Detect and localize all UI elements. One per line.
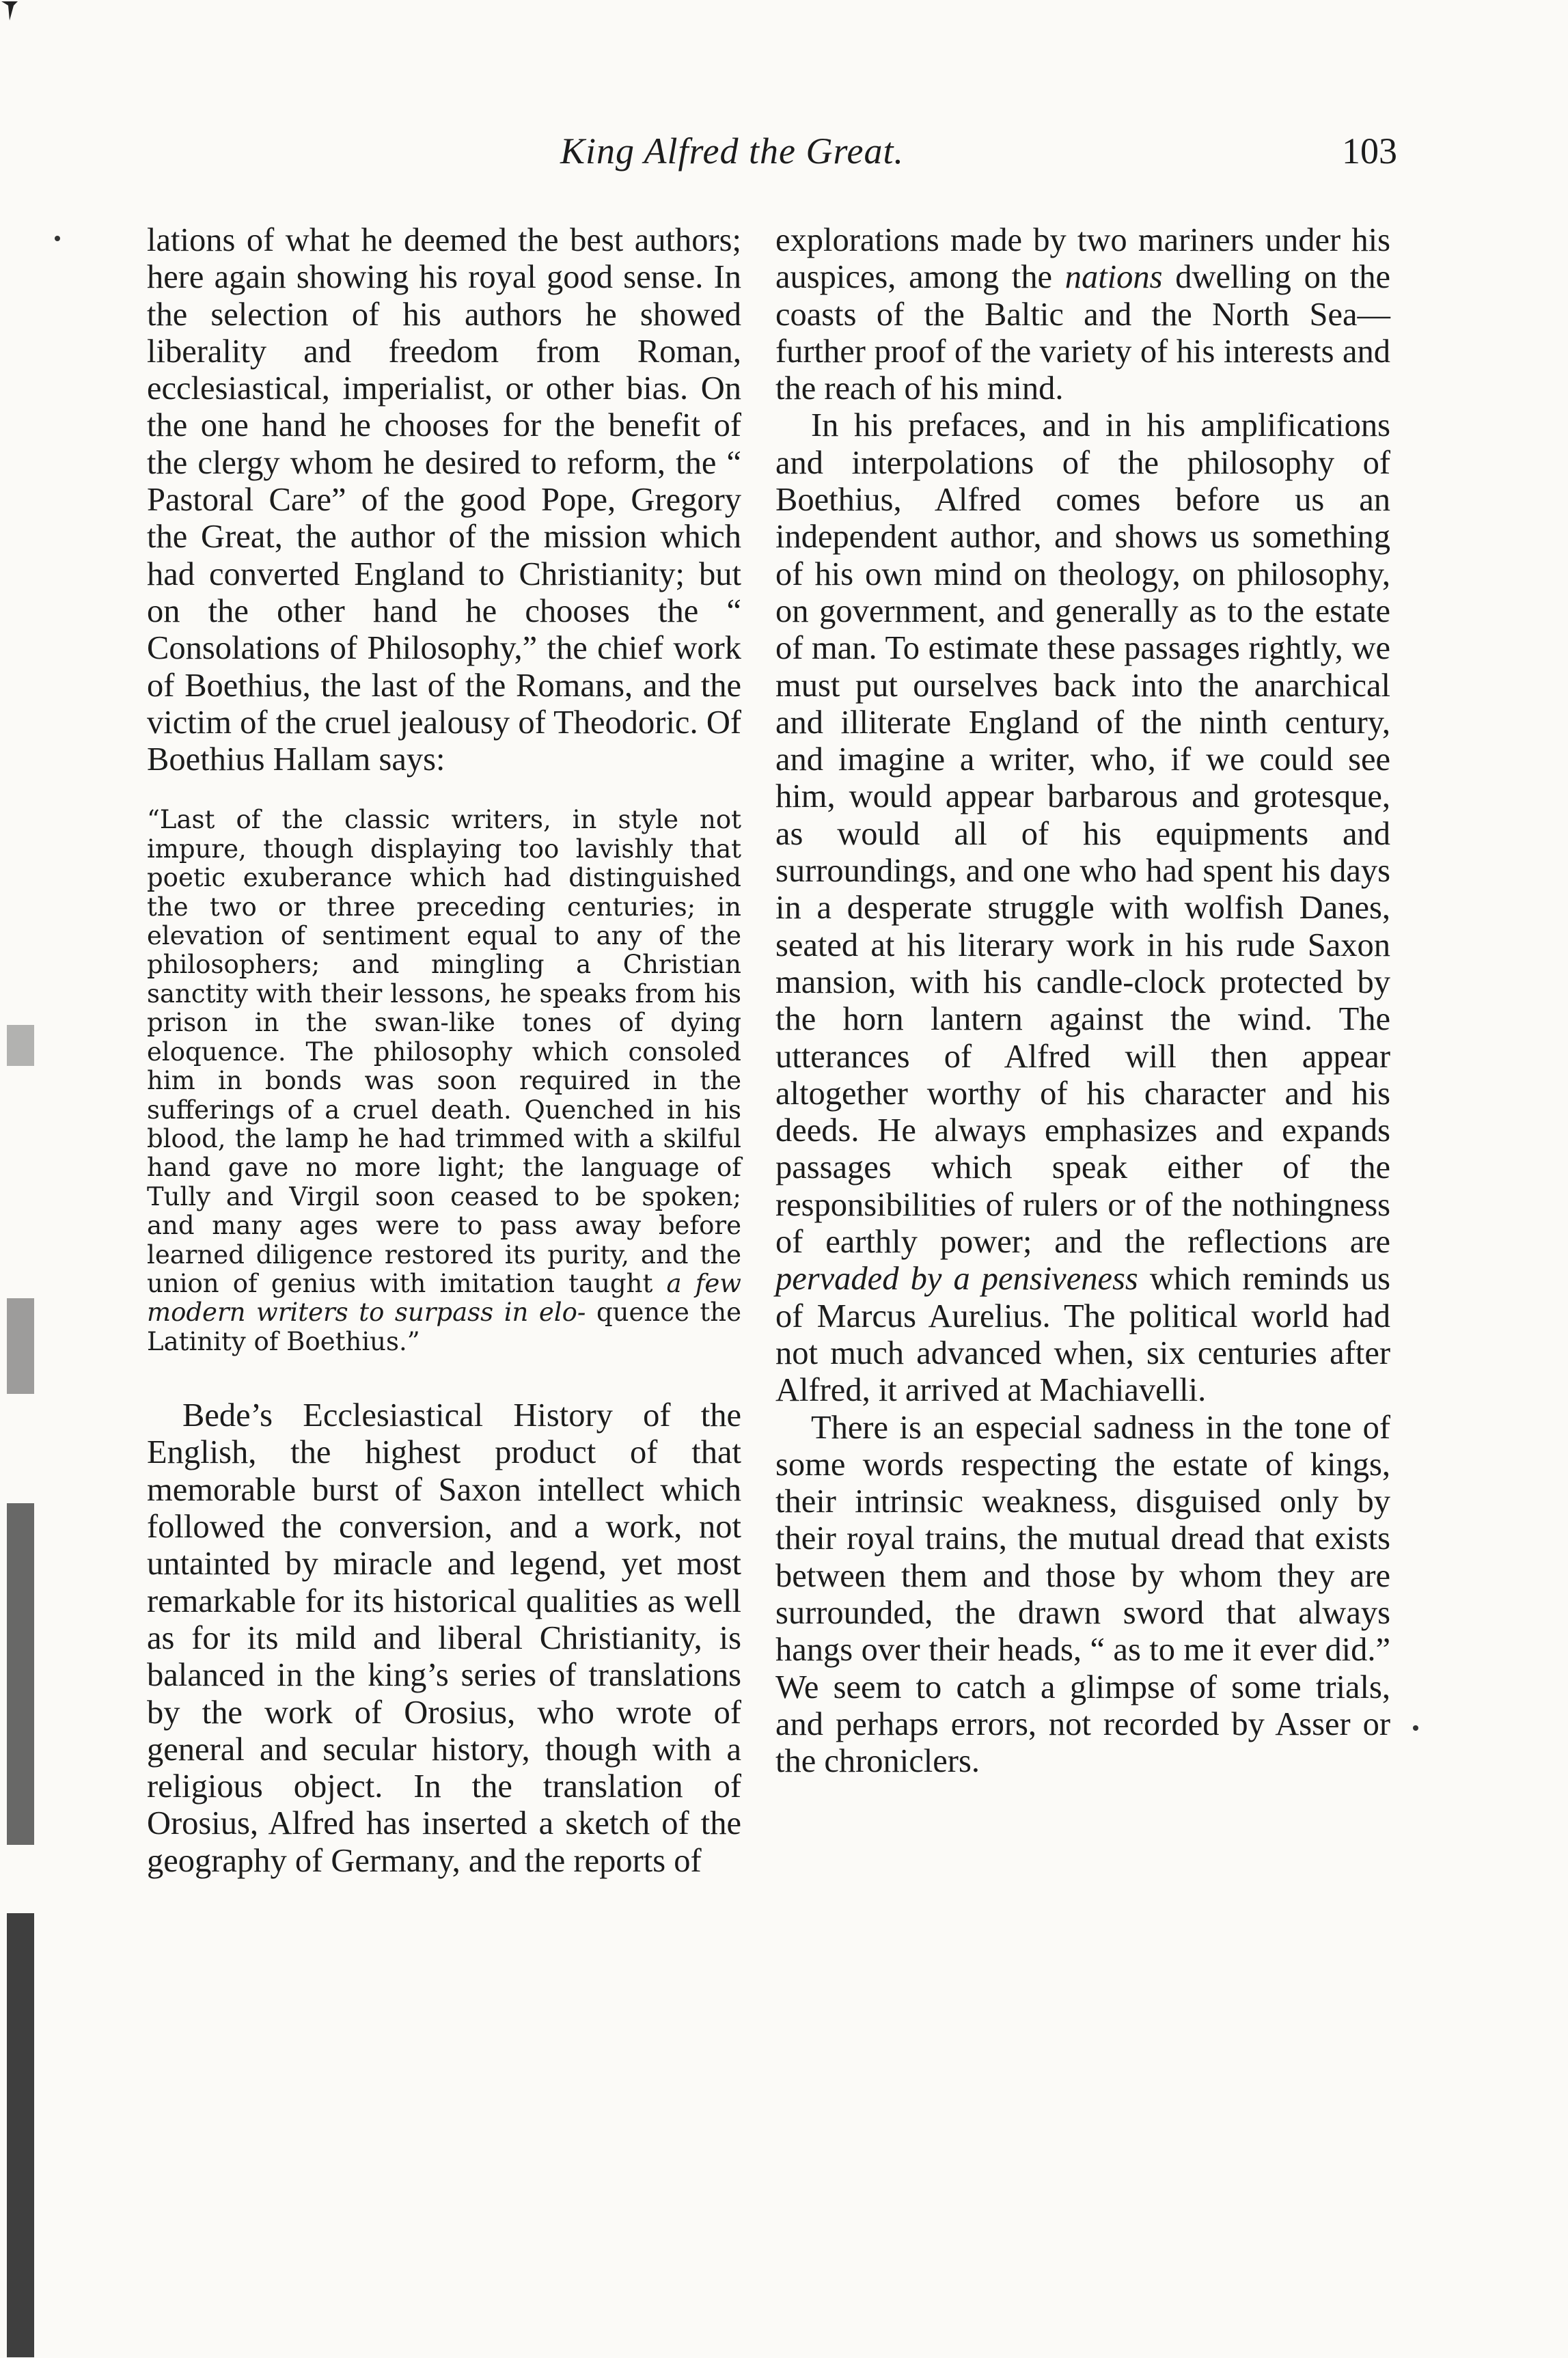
running-title: King Alfred the Great. — [560, 131, 904, 172]
corner-ink-mark — [0, 0, 20, 27]
paragraph: In his prefaces, and in his amplifications and interpolations of the philosophy of Boethius, Alfred comes before us an independent author, and shows us something of his own mind on theology, on philosophy, on government, and generally as to the estate of man. To estimate these passages rightly, we must put ourselves back into the anarchical and illiterate England of the ninth century, and imagine a writer, who, if we could see him, would appear barbarous and grotesque, as would all of his equipments and surroundings, and one who had spent his days in a desperate struggle with wolfish Danes, seated at his literary work in his rude Saxon mansion, with his candle-clock protected by the horn lantern against the wind. The utterances of Alfred will then appear altogether worthy of his character and his deeds. He always emphasizes and expands passages which speak either of the responsibilities of rulers or of the nothingness of earthly power; and the reflections are pervaded by a pensiveness which reminds us of Marcus Aurelius. The political world had not much advanced when, six centuries after Alfred, it arrived at Machiavelli. — [775, 407, 1390, 1409]
right-column — [775, 222, 1390, 1780]
paragraph: explorations made by two mariners under his auspices, among the nations dwelling on the coasts of the Baltic and the North Sea—further proof of the variety of his interests and the reach of his mind. — [775, 222, 1390, 407]
block-quote: “Last of the classic writers, in style not impure, though displaying too lavishly that poetic exuberance which had distinguished the two or three preceding centuries; in elevation of sentiment equal to any of the philosophers; and mingling a Christian sanctity with their lessons, he speaks from his prison in the swan-like tones of dying eloquence. The philosophy which consoled him in bonds was soon required in the sufferings of a cruel death. Quenched in his blood, the lamp he had trimmed with a skilful hand gave no more light; the language of Tully and Virgil soon ceased to be spoken; and many ages were to pass away before learned diligence restored its purity, and the union of genius with imitation taught a few modern writers to surpass in elo- quence the Latinity of Boethius.” — [147, 805, 741, 1356]
margin-dot — [55, 236, 60, 241]
left-column — [147, 222, 741, 1880]
paragraph: There is an especial sadness in the tone of some words respecting the estate of kings, their intrinsic weakness, disguised only by their royal trains, the mutual dread that exists between them and those by whom they are surrounded, the drawn sword that always hangs over their heads, “ as to me it ever did.” We seem to catch a glimpse of some trials, and perhaps errors, not recorded by Asser or the chroniclers. — [775, 1409, 1390, 1780]
binding-spine-shadow — [0, 1025, 41, 2357]
paragraph: lations of what he deemed the best authors; here again showing his royal good sense. In the selection of his authors he showed liberality and freedom from Roman, ecclesiastical, imperialist, or other bias. On the one hand he chooses for the benefit of the clergy whom he desired to reform, the “ Pastoral Care” of the good Pope, Gregory the Great, the author of the mission which had converted England to Christianity; but on the other hand he chooses the “ Consolations of Philosophy,” the chief work of Boethius, the last of the Romans, and the victim of the cruel jealousy of Theodoric. Of Boethius Hallam says: — [147, 222, 741, 778]
paragraph: Bede’s Ecclesiastical History of the English, the highest product of that memorable burst of Saxon intellect which followed the conversion, and a work, not untainted by miracle and legend, yet most remarkable for its historical qualities as well as for its mild and liberal Christianity, is balanced in the king’s series of translations by the work of Orosius, who wrote of general and secular history, though with a religious object. In the translation of Orosius, Alfred has inserted a sketch of the geography of Germany, and the reports of — [147, 1397, 741, 1879]
page-number: 103 — [1342, 131, 1397, 172]
page-header — [0, 130, 1568, 178]
margin-dot — [1413, 1725, 1418, 1731]
